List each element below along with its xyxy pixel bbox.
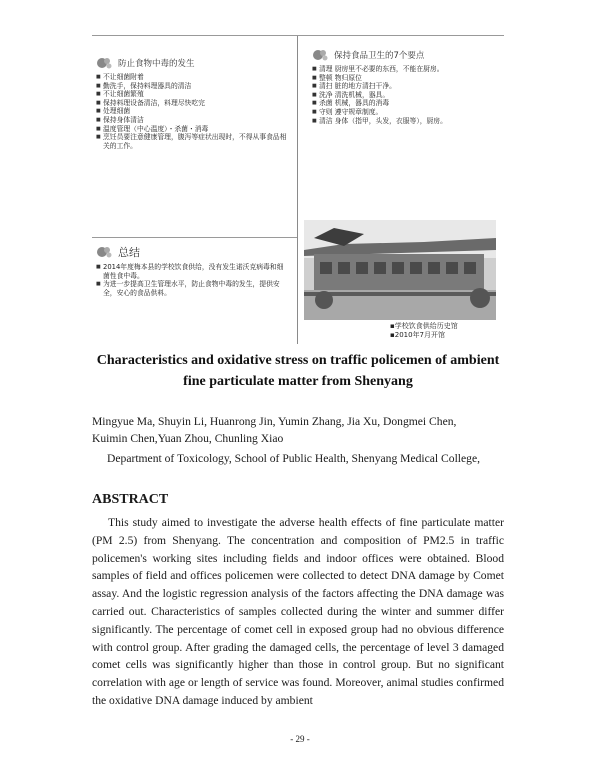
slide-summary	[96, 244, 286, 297]
paper-title: Characteristics and oxidative stress on traffic policemen of ambient fine particulate matter from Shenyang	[96, 353, 500, 389]
photo-caption: ▪学校饮食供给历史馆 ▪2010年7月开馆	[390, 322, 458, 339]
list-item: ■ 烹饪员要注意健康管理，腹泻等症状出现时，不得从事食品相关的工作。	[96, 133, 291, 150]
list-item: ■ 不让细菌附着	[96, 73, 291, 82]
author-list: Mingyue Ma, Shuyin Li, Huanrong Jin, Yumin Zhang, Jia Xu, Dongmei Chen, Kuimin Chen,Yuan Zhou, Chunling Xiao	[92, 415, 457, 445]
slide-divider-horizontal	[92, 237, 297, 238]
slides-panel	[92, 35, 504, 344]
list-item: ■ 保持料理设备清洁，料理尽快吃完	[96, 99, 291, 108]
list-item: ■ 为进一步提高卫生管理水平，防止食物中毒的发生，提供安全，安心的食品供料。	[96, 280, 286, 297]
list-item: ■ 不让细菌繁殖	[96, 90, 291, 99]
school-building-photo	[304, 220, 496, 320]
leaf-decoration-icon	[96, 245, 114, 259]
slide-hygiene-points	[312, 48, 502, 125]
list-item: ■ 清洁 身体（指甲，头发，衣服等），厨房。	[312, 117, 502, 126]
page-number: - 29 -	[290, 734, 310, 744]
list-item: ■ 杀菌 机械，器具的消毒	[312, 99, 502, 108]
slide-divider-vertical	[297, 36, 298, 344]
abstract-heading: ABSTRACT	[92, 492, 169, 507]
slide-food-poisoning	[96, 56, 291, 150]
slide-list	[96, 263, 286, 297]
list-item: ■ 保持身体清洁	[96, 116, 291, 125]
affiliation: Department of Toxicology, School of Public Health, Shenyang Medical College,	[107, 452, 481, 465]
slide-list	[312, 65, 502, 125]
list-item: ■ 温度管理（中心温度）・杀菌・消毒	[96, 125, 291, 134]
list-item: ■ 清理 厨房里不必要的东西，不能在厨房。	[312, 65, 502, 74]
list-item: ■ 清扫 脏的地方清扫干净。	[312, 82, 502, 91]
list-item: ■ 2014年度梅本县的学校饮食供给，没有发生诺沃克病毒和细菌性食中毒。	[96, 263, 286, 280]
slide-title: 防止食物中毒的发生	[118, 59, 195, 69]
leaf-decoration-icon	[96, 56, 114, 70]
list-item: ■ 整顿 物归原位	[312, 74, 502, 83]
list-item: ■ 守则 遵守规章制度。	[312, 108, 502, 117]
slide-title: 总结	[118, 246, 140, 259]
slide-list	[96, 73, 291, 150]
abstract-body: This study aimed to investigate the adverse health effects of fine particulate matter (PM 2.5) from Shenyang. The concentration and composition of PM2.5 in traffic policemen's working sites including fields and indoor offices were obtained. Blood samples of field and offices policemen were collected to detect DNA damage by Comet assay. And the logistic regression analysis of the factors affecting the DNA damage was carried out. Characteristics of samples collected during the winter and summer differ significantly. The percentage of comet cell in exposed group had no obvious difference with control group. After grading the damaged cells, the percentage of level 3 damaged comet cells was significantly higher than those in control group. But no significant correlation with age or length of service was found. Moreover, animal studies confirmed the oxidative DNA damage induced by ambient	[92, 516, 504, 707]
slide-title: 保持食品卫生的7个要点	[334, 51, 425, 61]
list-item: ■ 勤洗手，保持料理器具的清洁	[96, 82, 291, 91]
list-item: ■ 洗净 清洗机械，器具。	[312, 91, 502, 100]
leaf-decoration-icon	[312, 48, 330, 62]
list-item: ■ 处理细菌	[96, 107, 291, 116]
